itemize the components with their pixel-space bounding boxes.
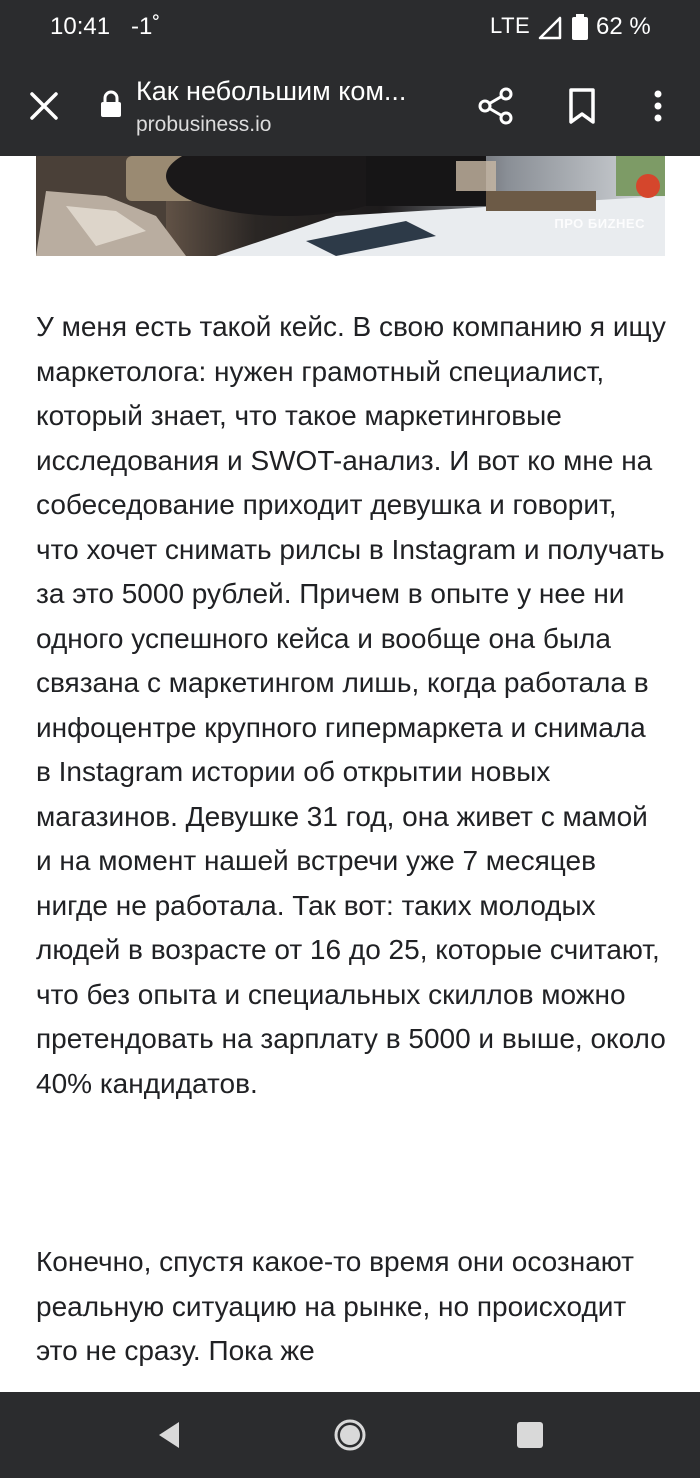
lock-icon — [100, 90, 122, 118]
share-icon[interactable] — [474, 84, 518, 128]
more-vert-icon[interactable] — [640, 84, 676, 128]
battery-icon — [572, 14, 588, 40]
close-icon[interactable] — [24, 86, 64, 126]
back-icon[interactable] — [155, 1419, 183, 1451]
page-domain[interactable]: probusiness.io — [136, 113, 272, 136]
recents-icon[interactable] — [516, 1421, 544, 1449]
home-icon[interactable] — [333, 1418, 367, 1452]
battery-percent: 62 % — [596, 13, 651, 40]
article-paragraph: Конечно, спустя какое-то время они осознают реальную ситуацию на рынке, но происходит это не сразу. Пока же — [36, 1246, 635, 1366]
status-temperature: -1˚ — [131, 13, 161, 40]
hero-watermark: ПРО БИZНЕС — [554, 216, 645, 231]
page-title[interactable]: Как небольшим ком... — [136, 76, 407, 106]
status-bar — [0, 0, 700, 56]
status-time: 10:41 — [50, 13, 111, 40]
browser-toolbar — [0, 56, 700, 156]
system-nav-bar — [0, 1392, 700, 1478]
bookmark-icon[interactable] — [562, 84, 602, 128]
signal-icon — [538, 16, 562, 40]
article-hero-image — [36, 156, 665, 256]
network-type: LTE — [490, 13, 531, 38]
article-paragraph: У меня есть такой кейс. В свою компанию я ищу маркетолога: нужен грамотный специалист, который знает, что такое маркетинговые исследования и SWOT-анализ. И вот ко мне на собеседование приходит девушка и говорит, что хочет снимать рилсы в Instagram и получать за это 5000 рублей. Причем в опыте у нее ни одного успешного кейса и вообще она была связана с маркетингом лишь, когда работала в инфоцентре крупного гипермаркета и снимала в Instagram истории об открытии новых магазинов. Девушке 31 год, она живет с мамой и на момент нашей встречи уже 7 месяцев нигде не работала. Так вот: таких молодых людей в возрасте от 16 до 25, которые считают, что без опыта и специальных скиллов можно претендовать на зарплату в 5000 и выше, около 40% кандидатов. — [36, 311, 666, 1099]
